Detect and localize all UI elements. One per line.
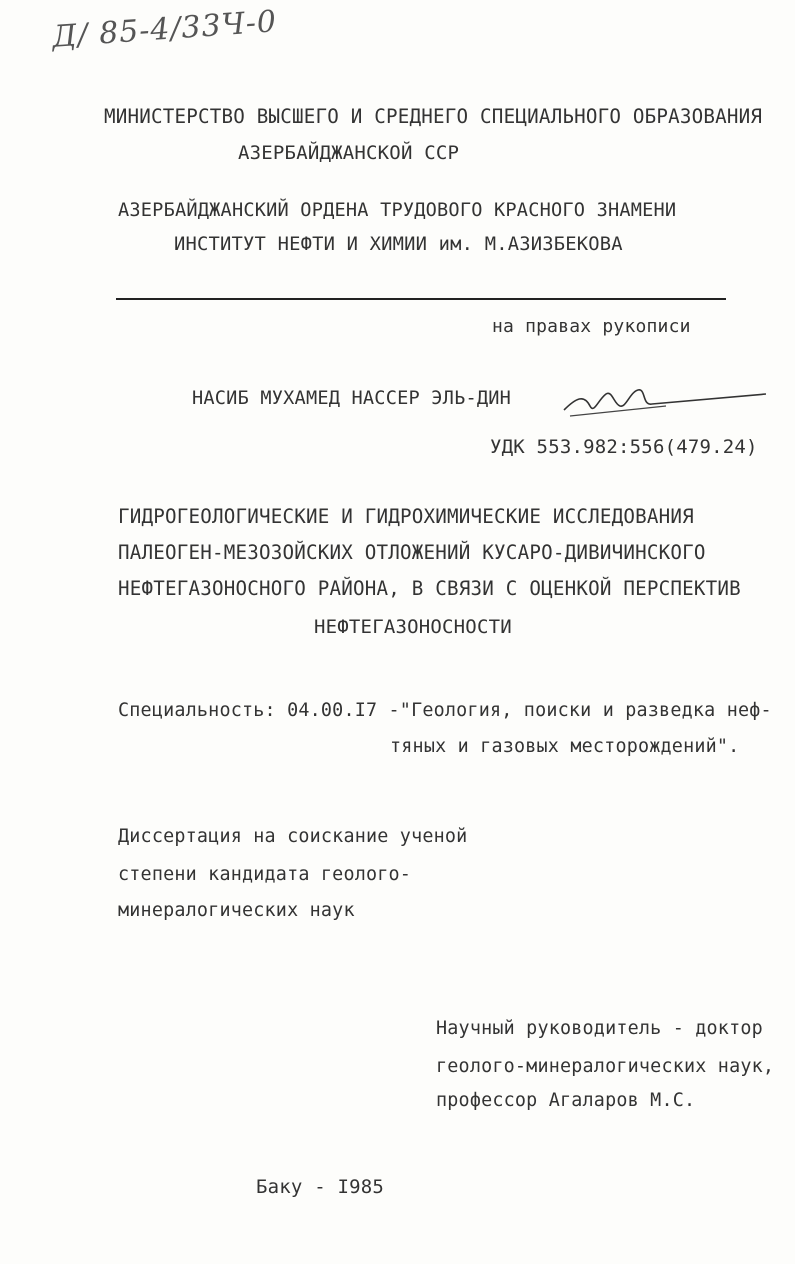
handwritten-archive-mark: Д/ 85-4/33Ч-0 xyxy=(51,4,279,55)
dissertation-title-line-2: ПАЛЕОГЕН-МЕЗОЗОЙСКИХ ОТЛОЖЕНИЙ КУСАРО-ДИВИЧИНСКОГО xyxy=(118,541,706,564)
specialty-line-1: Специальность: 04.00.I7 -"Геология, поиски и разведка неф- xyxy=(118,700,772,721)
institute-line-1: АЗЕРБАЙДЖАНСКИЙ ОРДЕНА ТРУДОВОГО КРАСНОГО ЗНАМЕНИ xyxy=(118,200,677,221)
dissertation-degree-line-2: степени кандидата геолого- xyxy=(118,864,412,885)
manuscript-rights-note: на правах рукописи xyxy=(492,316,691,337)
udc-code: УДК 553.982:556(479.24) xyxy=(490,436,758,458)
dissertation-title-line-4: НЕФТЕГАЗОНОСНОСТИ xyxy=(314,616,512,638)
ministry-line-2: АЗЕРБАЙДЖАНСКОЙ ССР xyxy=(238,142,460,164)
specialty-line-2: тяных и газовых месторождений". xyxy=(390,736,740,757)
dissertation-title-line-3: НЕФТЕГАЗОНОСНОГО РАЙОНА, В СВЯЗИ С ОЦЕНКОЙ ПЕРСПЕКТИВ xyxy=(118,577,741,600)
supervisor-line-3: профессор Агаларов М.С. xyxy=(436,1090,696,1111)
supervisor-line-2: геолого-минералогических наук, xyxy=(436,1056,775,1077)
dissertation-degree-line-3: минералогических наук xyxy=(118,900,355,921)
author-signature xyxy=(556,380,766,420)
supervisor-line-1: Научный руководитель - доктор xyxy=(436,1018,763,1039)
dissertation-degree-line-1: Диссертация на соискание ученой xyxy=(118,826,468,847)
ministry-line-1: МИНИСТЕРСТВО ВЫСШЕГО И СРЕДНЕГО СПЕЦИАЛЬНОГО ОБРАЗОВАНИЯ xyxy=(104,105,763,128)
author-name: НАСИБ МУХАМЕД НАССЕР ЭЛЬ-ДИН xyxy=(192,388,512,409)
dissertation-title-line-1: ГИДРОГЕОЛОГИЧЕСКИЕ И ГИДРОХИМИЧЕСКИЕ ИССЛЕДОВАНИЯ xyxy=(118,505,694,528)
city-year-footer: Баку - I985 xyxy=(256,1176,385,1198)
header-divider xyxy=(116,298,726,300)
institute-line-2: ИНСТИТУТ НЕФТИ И ХИМИИ им. М.АЗИЗБЕКОВА xyxy=(174,234,623,255)
